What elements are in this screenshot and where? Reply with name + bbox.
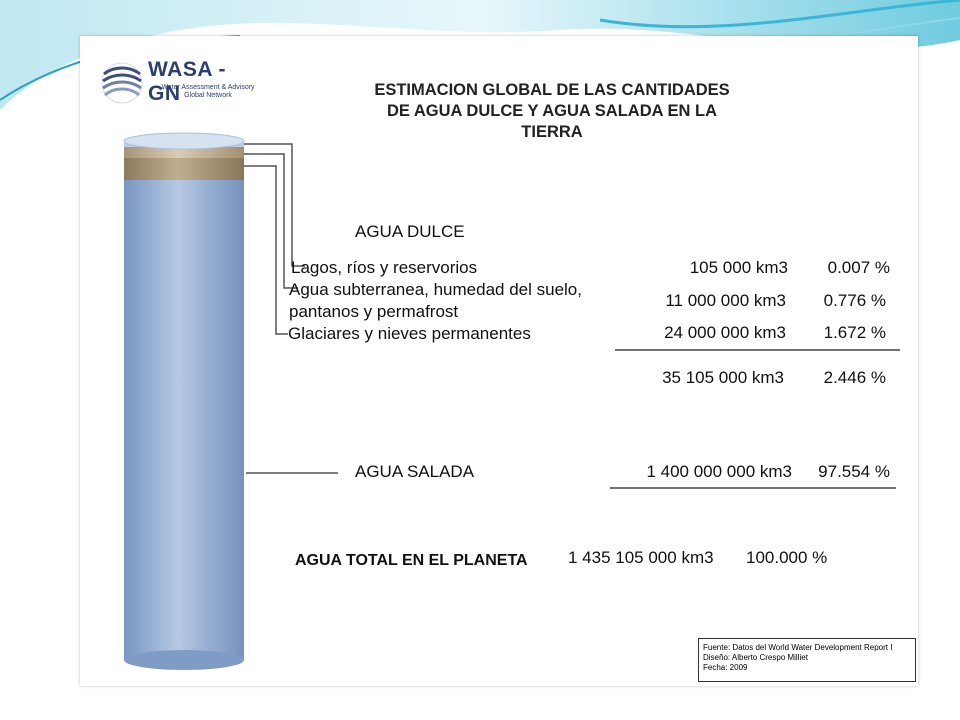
source-box — [698, 638, 916, 682]
source-line: Fecha: 2009 — [703, 663, 748, 672]
item-volume-groundwater: 11 000 000 km3 — [665, 291, 786, 310]
logo-title: WASA - GN — [148, 58, 227, 105]
total-volume: 1 435 105 000 km3 — [568, 548, 714, 567]
source-line: Fuente: Datos del World Water Development Report I — [703, 643, 893, 652]
logo-subtitle-line: Water Assessment & Advisory — [161, 84, 255, 91]
agua-salada-heading: AGUA SALADA — [355, 462, 475, 481]
total-label: AGUA TOTAL EN EL PLANETA — [295, 552, 528, 569]
agua-dulce-subtotal-percent: 2.446 % — [823, 368, 886, 387]
item-percent-groundwater: 0.776 % — [823, 291, 886, 310]
source-line: Diseño: Alberto Crespo Milliet — [703, 653, 808, 662]
glaciers-band — [124, 156, 244, 180]
agua-dulce-subtotal-volume: 35 105 000 km3 — [662, 368, 784, 387]
item-percent-glaciers: 1.672 % — [823, 323, 886, 342]
agua-salada-percent: 97.554 % — [818, 462, 890, 481]
cylinder-bottom — [124, 650, 244, 670]
logo-subtitle-line: Global Network — [184, 92, 232, 99]
item-label-lakes: Lagos, ríos y reservorios — [291, 258, 478, 277]
title-line: DE AGUA DULCE Y AGUA SALADA EN LA — [386, 102, 718, 120]
item-label-groundwater: Agua subterranea, humedad del suelo, — [289, 280, 582, 299]
cylinder-top — [124, 133, 244, 149]
water-cylinder — [80, 36, 918, 686]
salt-water-body — [124, 168, 244, 660]
item-label-glaciers: Glaciares y nieves permanentes — [288, 324, 531, 343]
total-percent: 100.000 % — [746, 548, 828, 567]
title-line: ESTIMACION GLOBAL DE LAS CANTIDADES — [374, 81, 730, 99]
slide — [80, 36, 918, 686]
agua-salada-volume: 1 400 000 000 km3 — [646, 462, 792, 481]
item-percent-lakes: 0.007 % — [827, 258, 890, 277]
item-volume-glaciers: 24 000 000 km3 — [664, 323, 786, 342]
title-line: TIERRA — [521, 123, 583, 141]
item-volume-lakes: 105 000 km3 — [689, 258, 788, 277]
item-label-groundwater-2: pantanos y permafrost — [289, 302, 459, 321]
agua-dulce-heading: AGUA DULCE — [355, 222, 465, 241]
